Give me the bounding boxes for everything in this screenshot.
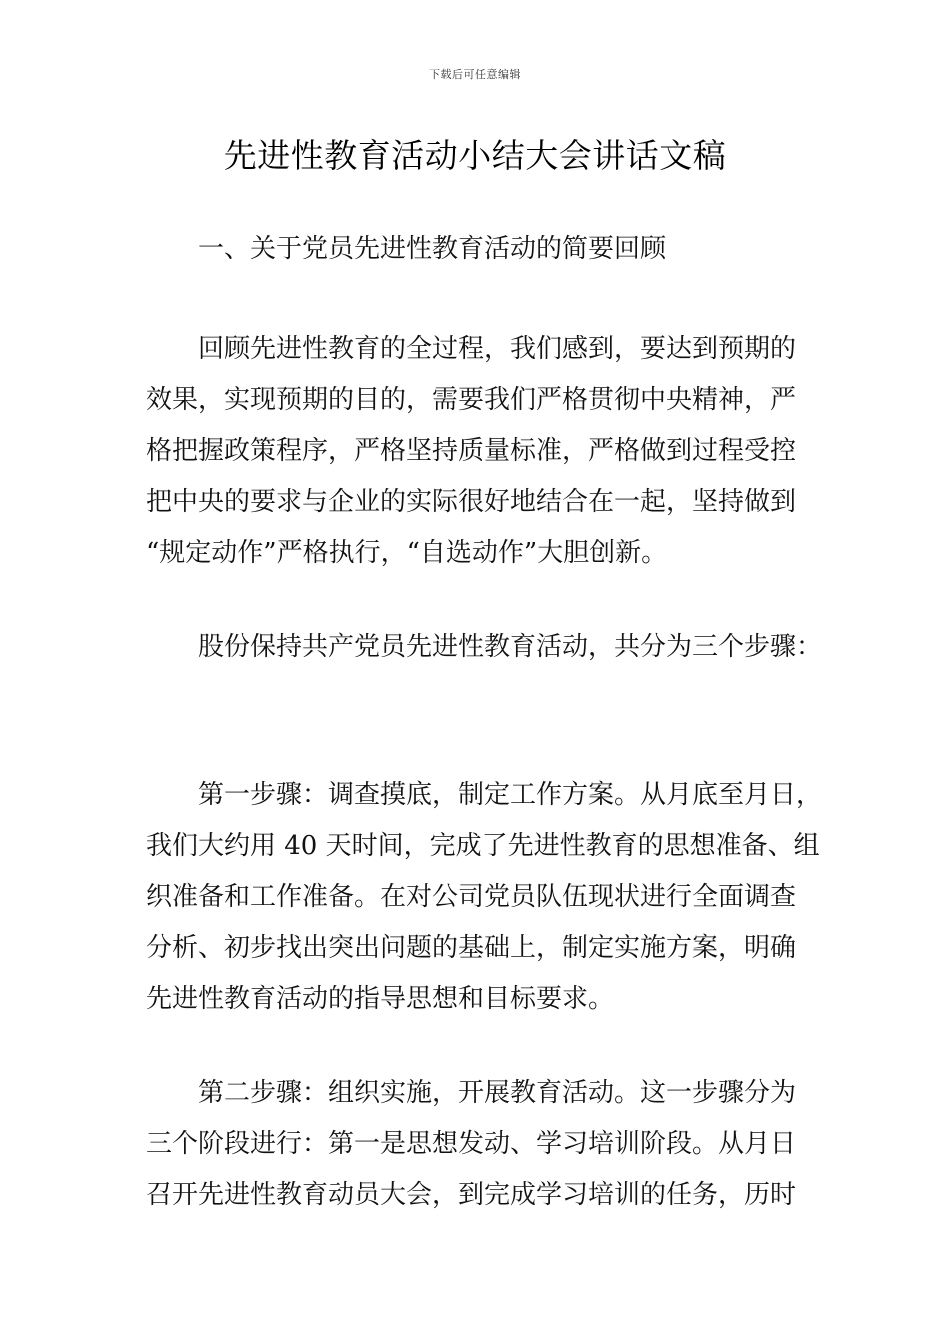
paragraph-line: 第一步骤：调查摸底，制定工作方案。从月底至月日，: [198, 780, 823, 810]
paragraph-step-two: [146, 1068, 818, 1221]
paragraph-line: “规定动作”严格执行，“自选动作”大胆创新。: [146, 538, 668, 568]
paragraph-review: [146, 324, 818, 579]
paragraph-steps-intro: [146, 622, 823, 673]
paragraph-line: 回顾先进性教育的全过程，我们感到，要达到预期的: [198, 334, 797, 364]
paragraph-step-one: [146, 770, 823, 1025]
paragraph-line: 我们大约用 40 天时间，完成了先进性教育的思想准备、组: [146, 831, 820, 861]
section-heading: 一、关于党员先进性教育活动的简要回顾: [198, 234, 667, 264]
section-heading-block: [146, 224, 818, 275]
paragraph-line: 第二步骤：组织实施，开展教育活动。这一步骤分为: [198, 1078, 797, 1108]
paragraph-line: 股份保持共产党员先进性教育活动，共分为三个步骤：: [198, 632, 823, 662]
paragraph-line: 先进性教育活动的指导思想和目标要求。: [146, 984, 615, 1014]
document-title: 先进性教育活动小结大会讲话文稿: [223, 136, 727, 175]
header-note: 下载后可任意编辑: [429, 68, 521, 81]
paragraph-line: 三个阶段进行：第一是思想发动、学习培训阶段。从月日: [146, 1129, 797, 1159]
paragraph-line: 分析、初步找出突出问题的基础上，制定实施方案，明确: [146, 933, 797, 963]
paragraph-line: 格把握政策程序，严格坚持质量标准，严格做到过程受控: [146, 436, 797, 466]
paragraph-line: 召开先进性教育动员大会，到完成学习培训的任务，历时: [146, 1180, 797, 1210]
paragraph-line: 效果，实现预期的目的，需要我们严格贯彻中央精神，严: [146, 385, 797, 415]
paragraph-line: 把中央的要求与企业的实际很好地结合在一起，坚持做到: [146, 487, 797, 517]
paragraph-line: 织准备和工作准备。在对公司党员队伍现状进行全面调查: [146, 882, 797, 912]
